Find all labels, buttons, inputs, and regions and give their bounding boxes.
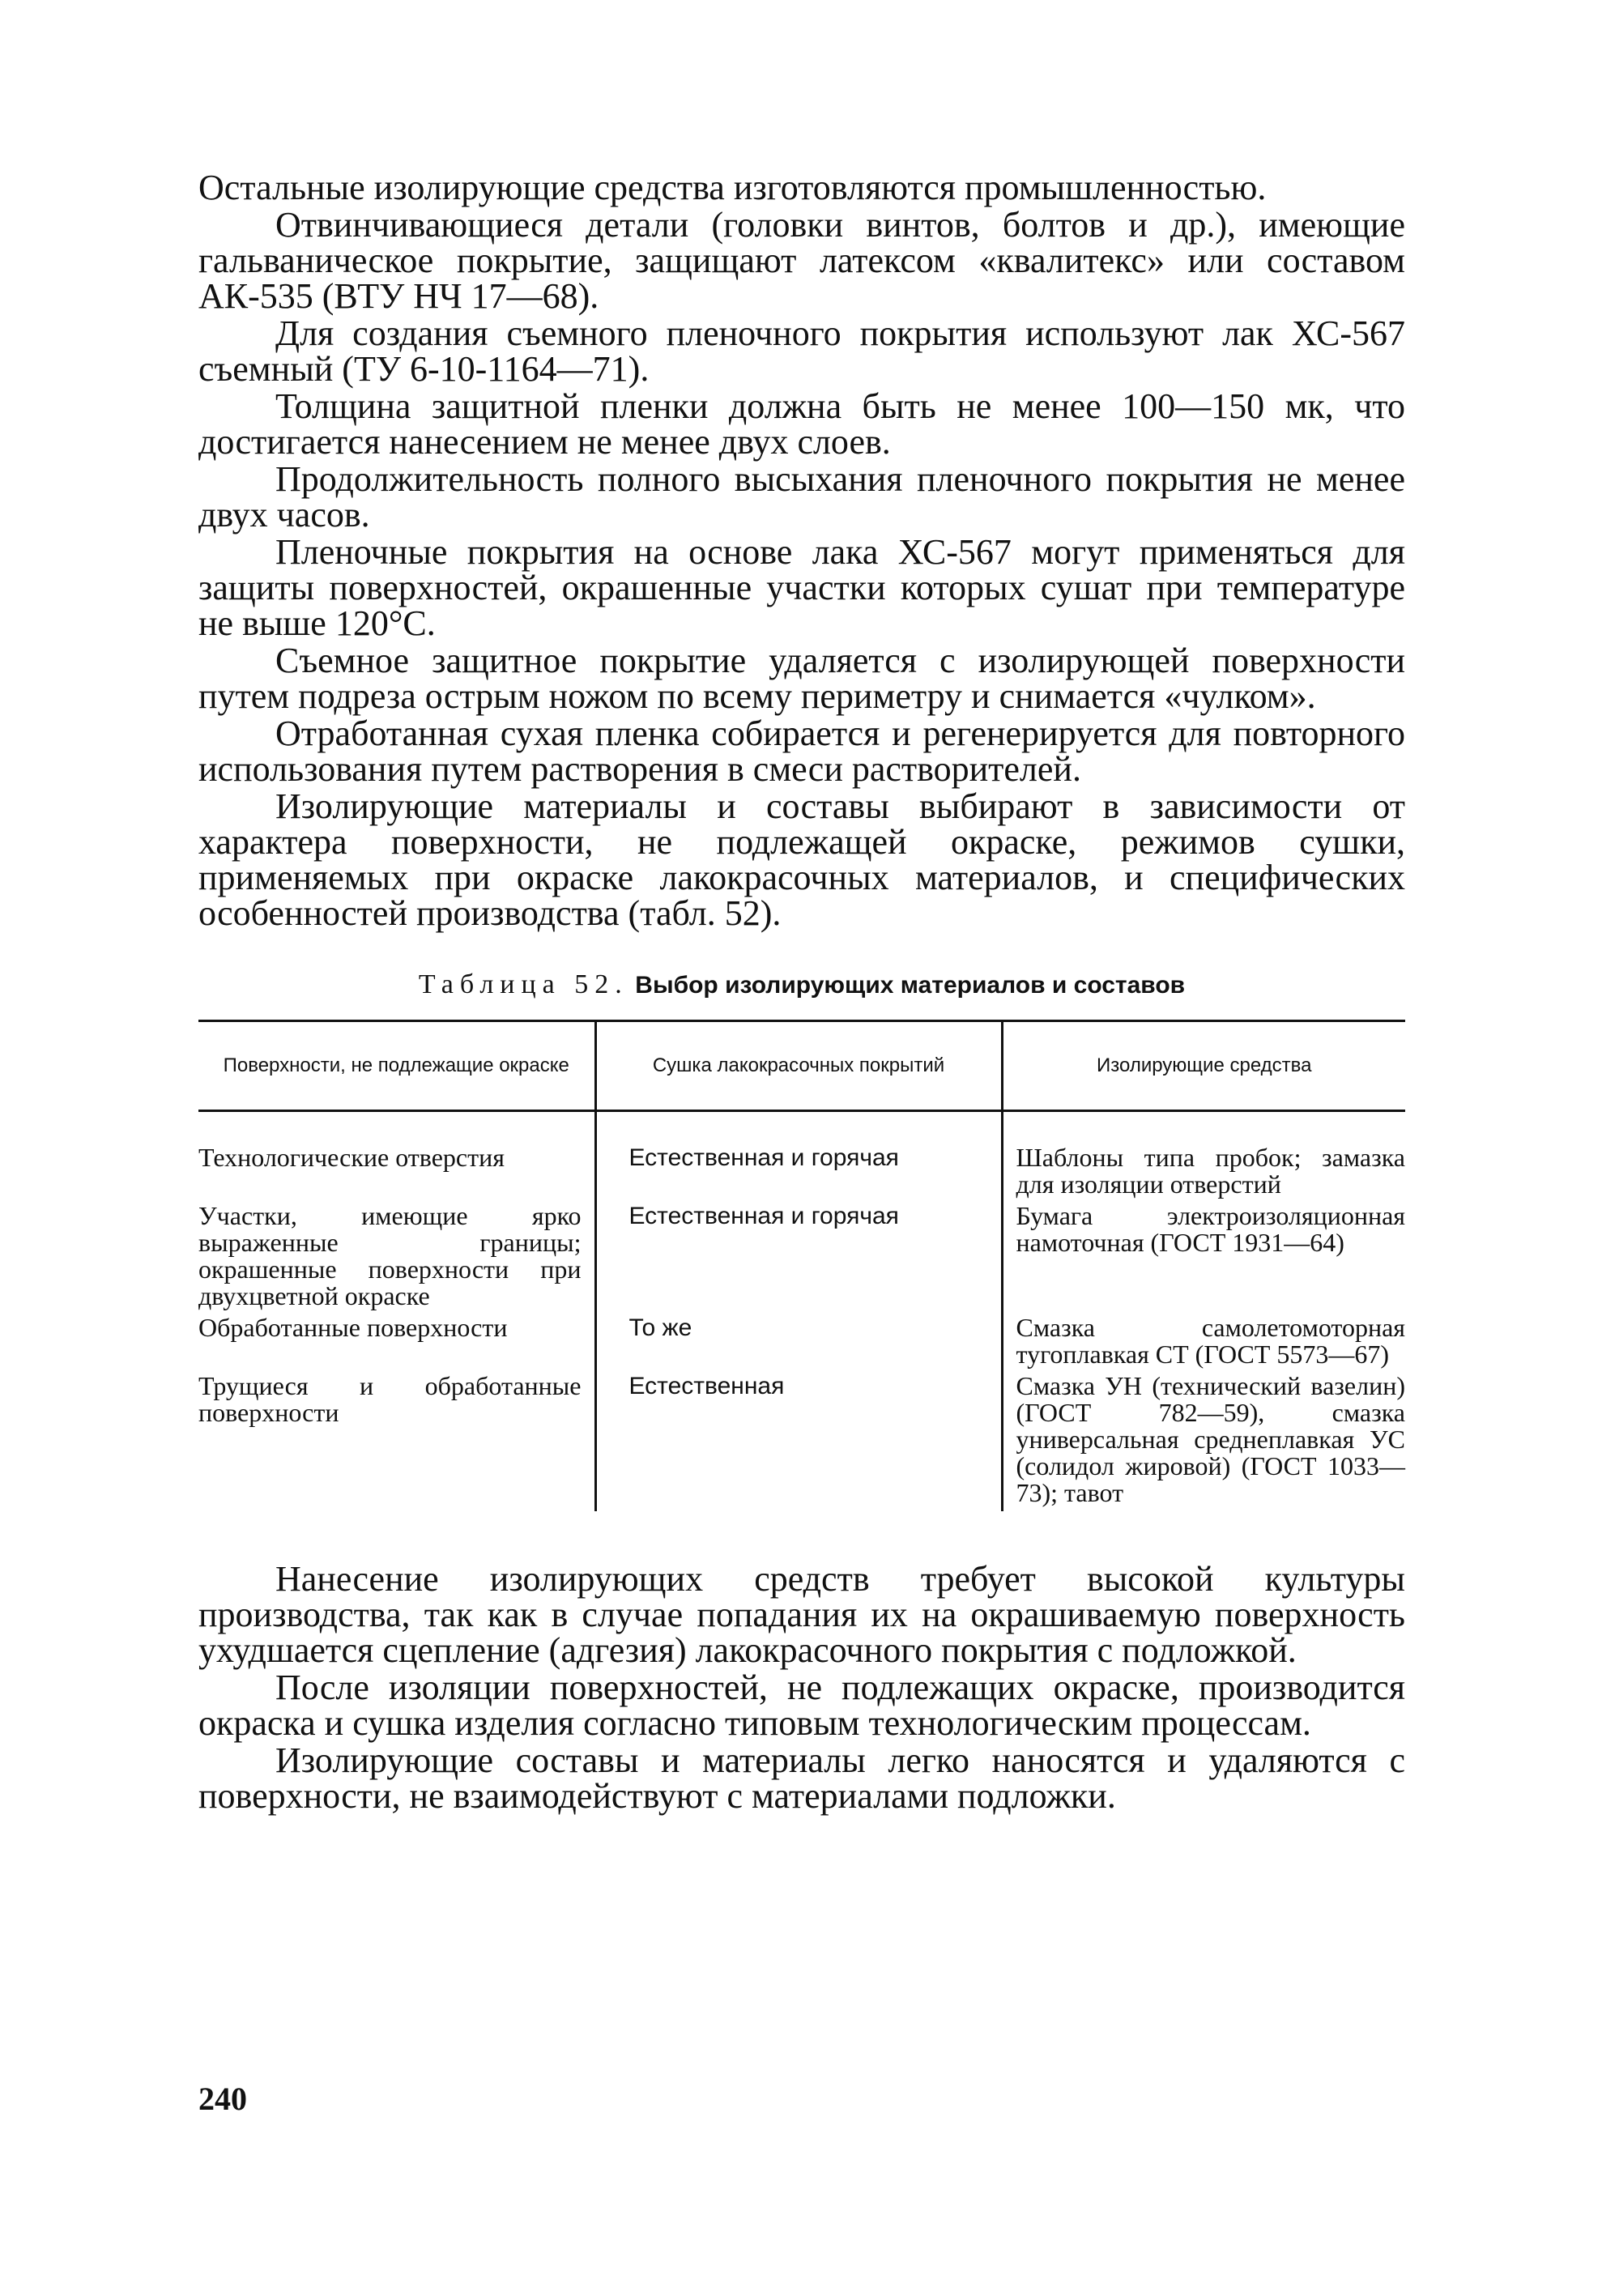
paragraph: После изоляции поверхностей, не подлежащих окраске, производится окраска и сушка изделия согласно типовым технологическим процессам.: [198, 1668, 1405, 1743]
table-cell: Естественная и горячая: [595, 1111, 1002, 1203]
table-cell: Технологические отверстия: [198, 1143, 505, 1172]
page-number: 240: [198, 2081, 247, 2117]
paragraph: Продолжительность полного высыхания пленочного покрытия не менее двух часов.: [198, 459, 1405, 535]
insulating-materials-table: [198, 1020, 1405, 1511]
paragraph: Изолирующие составы и материалы легко наносятся и удаляются с поверхности, не взаимодействуют с материалами подложки.: [198, 1740, 1405, 1816]
paragraph: Отработанная сухая пленка собирается и регенерируется для повторного использования путем растворения в смеси растворителей.: [198, 714, 1405, 789]
paragraph: Съемное защитное покрытие удаляется с изолирующей поверхности путем подреза острым ножом по всему периметру и снимается «чулком».: [198, 641, 1405, 716]
table-row: [198, 1314, 1405, 1373]
paragraph: Пленочные покрытия на основе лака ХС-567 могут применяться для защиты поверхностей, окрашенные участки которых сушат при температуре не выше 120°С.: [198, 532, 1405, 643]
table-cell: Естественная: [595, 1373, 1002, 1511]
paragraph: Изолирующие материалы и составы выбирают в зависимости от характера поверхности, не подлежащей окраске, режимов сушки, применяемых при окраске лакокрасочных материалов, и специфических особенностей производства (табл. 52).: [198, 786, 1405, 933]
table-cell: Обработанные поверхности: [198, 1313, 508, 1342]
paragraph: Для создания съемного пленочного покрытия используют лак ХС-567 съемный (ТУ 6-10-1164—71).: [198, 313, 1405, 389]
table-cell: То же: [595, 1314, 1002, 1373]
table-header-row: [198, 1021, 1405, 1111]
table-row: [198, 1373, 1405, 1511]
table-cell: Естественная и горячая: [595, 1203, 1002, 1314]
table-caption-title: Выбор изолирующих материалов и составов: [635, 972, 1186, 999]
table-cell: Шаблоны типа пробок; замазка для изоляции отверстий: [1002, 1111, 1405, 1203]
table-cell: Смазка УН (технический вазелин) (ГОСТ 782—59), смазка универсальная среднеплавкая УС (солидол жировой) (ГОСТ 1033—73); тавот: [1002, 1373, 1405, 1511]
paragraph: Остальные изолирующие средства изготовляются промышленностью.: [198, 168, 1267, 207]
table-cell: Смазка самолетомоторная тугоплавкая СТ (ГОСТ 5573—67): [1002, 1314, 1405, 1373]
paragraph: Отвинчивающиеся детали (головки винтов, болтов и др.), имеющие гальваническое покрытие, защищают латексом «квалитекс» или составом АК-535 (ВТУ НЧ 17—68).: [198, 205, 1405, 316]
column-header-drying: Сушка лакокрасочных покрытий: [595, 1021, 1002, 1111]
paragraph: Толщина защитной пленки должна быть не менее 100—150 мк, что достигается нанесением не менее двух слоев.: [198, 386, 1405, 462]
table-caption-label: Таблица 52.: [418, 969, 628, 999]
table-caption: [198, 969, 1405, 1002]
paragraph: Нанесение изолирующих средств требует высокой культуры производства, так как в случае попадания их на окрашиваемую поверхность ухудшается сцепление (адгезия) лакокрасочного покрытия с подложкой.: [198, 1559, 1405, 1670]
table-cell: Участки, имеющие ярко выраженные границы; окрашенные поверхности при двухцветной окраске: [198, 1201, 582, 1310]
page-content: [198, 170, 1405, 1816]
table-row: [198, 1203, 1405, 1314]
column-header-insulating-means: Изолирующие средства: [1002, 1021, 1405, 1111]
table-row: [198, 1111, 1405, 1203]
table-cell: Трущиеся и обработанные поверхности: [198, 1371, 582, 1427]
table-cell: Бумага электроизоляционная намоточная (ГОСТ 1931—64): [1002, 1203, 1405, 1314]
column-header-surfaces: Поверхности, не подлежащие окраске: [198, 1021, 595, 1111]
